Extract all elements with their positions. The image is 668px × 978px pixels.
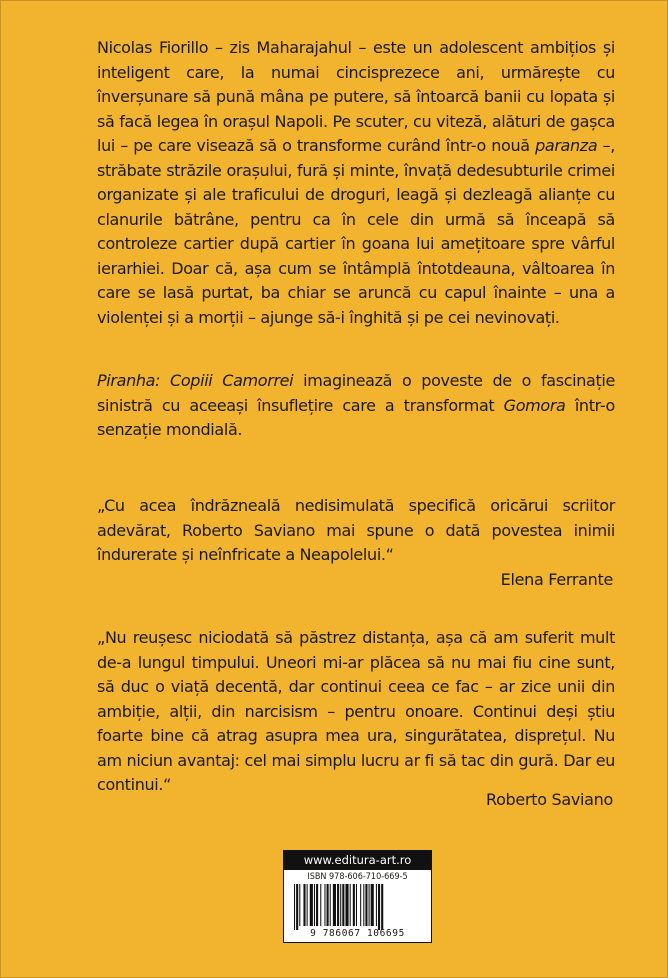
barcode-digits: 9 786067 106695 <box>310 928 405 939</box>
barcode-bar <box>314 884 315 926</box>
tagline-end: într-o senzație mondială. <box>97 395 615 439</box>
barcode-bar <box>327 884 329 926</box>
barcode-bar <box>363 884 364 926</box>
isbn-text: ISBN 978-606-710-669-5 <box>307 872 408 882</box>
barcode-bar <box>324 884 325 926</box>
barcode-bar <box>330 884 331 926</box>
barcode-bar <box>365 884 367 926</box>
paranza-word: paranza <box>535 136 598 155</box>
barcode-bar <box>340 884 341 926</box>
barcode-bar <box>353 884 355 926</box>
ferrante-attribution: Elena Ferrante <box>500 570 613 589</box>
synopsis-paragraph <box>97 36 615 330</box>
barcode-bar <box>360 884 361 926</box>
book-title: Piranha: Copiii Camorrei <box>97 371 294 390</box>
barcode-bar <box>303 884 305 926</box>
ferrante-quote-text: „Cu acea îndrăzneală nedisimulată specifică oricărui scriitor adevărat, Roberto Saviano mai spune o dată povestea inimii îndurerate și neînfricate a Neapolelui.“ <box>97 496 615 564</box>
barcode-bar <box>376 884 377 926</box>
synopsis-text-1: Nicolas Fiorillo – zis Maharajahul – este un adolescent ambițios și inteligent care, la numai cincisprezece ani, urmărește cu înverșunare să pună mâna pe putere, să întoarcă banii cu lopata și să facă legea în orașul Napoli. Pe scuter, cu viteză, alături de gașca lui – pe care visează să o transforme curând într-o nouă <box>97 38 615 155</box>
barcode-bar <box>371 884 374 926</box>
barcode-bar <box>307 884 308 926</box>
tagline-paragraph <box>97 369 615 443</box>
barcode-bar <box>294 884 295 930</box>
barcode-bar <box>299 884 300 926</box>
tagline-middle: imaginează o poveste de o fascinație sinistră cu aceeași însuflețire care a transformat <box>97 371 615 415</box>
publisher-website: www.editura-art.ro <box>284 851 431 870</box>
gomora-title: Gomora <box>503 395 566 415</box>
ferrante-quote <box>97 494 615 568</box>
barcode-bars <box>292 884 424 930</box>
barcode-bar <box>337 884 339 926</box>
saviano-quote <box>97 626 615 798</box>
saviano-attribution: Roberto Saviano <box>485 790 613 809</box>
barcode-bar <box>296 884 298 930</box>
synopsis-text-2: –, străbate străzile orașului, fură și minte, învață dedesubturile crimei organizate și ale traficului de droguri, leagă și dezleagă alianțe cu clanurile bătrâne, pentru ca în cele din urmă să înceapă să controleze cartier după cartier în goana lui amețitoare spre vârful ierarhiei. Doar că, așa cum se întâmplă întotdeauna, vâltoarea în care se lasă purtat, ba chiar se aruncă cu capul înainte – una a violenței și a morții – ajunge să-i înghită și pe cei nevinovați. <box>97 136 616 327</box>
saviano-quote-text: „Nu reușesc niciodată să păstrez distanța, așa că am suferit mult de-a lungul timpului. Uneori mi-ar plăcea să nu mai fiu cine sunt, să duc o viață decentă, dar continui ceea ce fac – ar zice unii din ambiție, alții, din narcisism – pentru onoare. Continui deși știu foarte bine că atrag asupra mea ura, singurătatea, disprețul. Nu am niciun avantaj: cel mai simplu lucru ar fi să tac din gură. Dar eu continui.“ <box>97 628 615 794</box>
barcode-label <box>283 850 432 943</box>
barcode-bar <box>320 884 321 926</box>
barcode-bar <box>316 884 318 926</box>
barcode-bar <box>381 884 383 930</box>
barcode-bar <box>356 884 357 926</box>
barcode-bar <box>310 884 313 926</box>
barcode-bar <box>350 884 351 926</box>
barcode-bar <box>345 884 348 926</box>
barcode-bar <box>342 884 344 926</box>
barcode-bar <box>369 884 370 926</box>
barcode-bar <box>333 884 336 926</box>
barcode-bar <box>378 884 380 930</box>
